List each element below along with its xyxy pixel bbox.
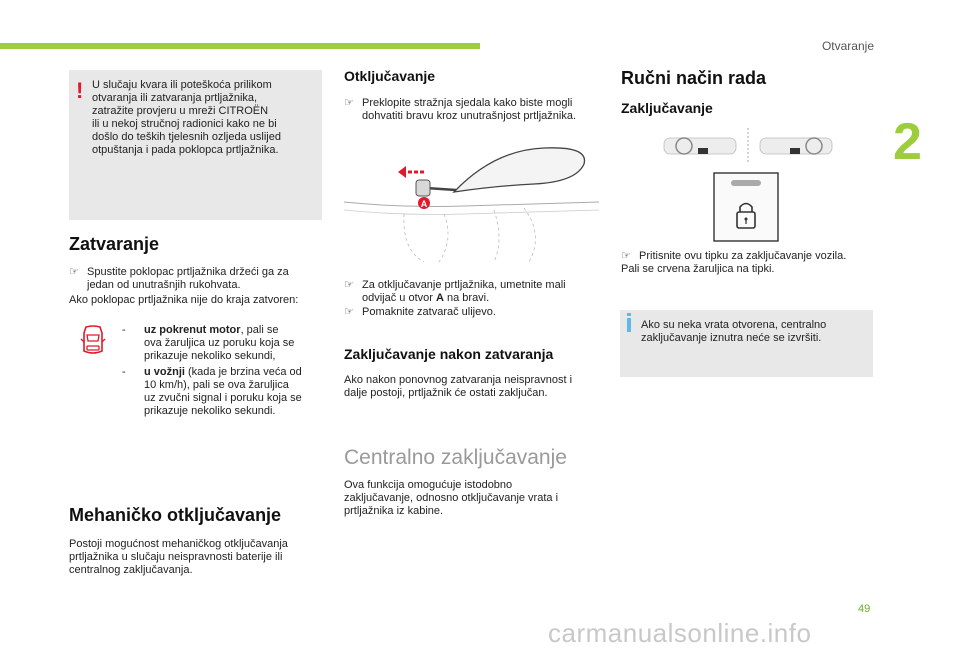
screwdriver-lock-illustration — [344, 140, 599, 265]
rucni-step-1-continued: Pali se crvena žaruljica na tipki. — [621, 263, 775, 275]
otkljucavanje-step-1-text: Preklopite stražnja sjedala kako biste mogli dohvatiti bravu kroz unutrašnjost prtljažnika. — [362, 97, 576, 122]
pointer-bullet-icon: ☞ — [69, 266, 79, 278]
nakon-text: Ako nakon ponovnog zatvaranja neispravnost i dalje postoji, prtljažnik će ostati zaključan. — [344, 374, 573, 399]
pointer-bullet-icon: ☞ — [621, 250, 631, 262]
mehanicko-text: Postoji mogućnost mehaničkog otključavanja prtljažnika u slučaju neispravnosti baterije ili centralnog zaključavanja. — [69, 538, 288, 576]
otkljucavanje-title: Otključavanje — [344, 68, 436, 84]
nakon-title: Zaključavanje nakon zatvaranja — [344, 346, 554, 362]
central-lock-button-illustration — [713, 172, 779, 242]
chapter-title: Otvaranje — [821, 39, 874, 53]
page-number: 49 — [858, 603, 871, 615]
dashboard-steering-illustration — [664, 128, 834, 162]
pointer-bullet-icon: ☞ — [344, 306, 354, 318]
centralno-title: Centralno zaključavanje — [344, 446, 567, 469]
rucni-step-1-text: Pritisnite ovu tipku za zaključavanje vozila. — [639, 250, 847, 262]
centralno-text: Ova funkcija omogućuje istodobno zaključavanje, odnosno otključavanje vrata i prtljažnika iz kabine. — [344, 479, 559, 517]
rucni-subtitle: Zaključavanje — [621, 100, 713, 116]
zatvaranje-note: Ako poklopac prtljažnika nije do kraja zatvoren: — [69, 294, 299, 306]
info-icon — [627, 318, 631, 332]
header-accent-bar — [0, 43, 480, 49]
chapter-number: 2 — [893, 113, 922, 171]
exclamation-warning-icon: ! — [76, 78, 84, 103]
otkljucavanje-step-3-text: Pomaknite zatvarač ulijevo. — [362, 306, 496, 318]
door-open-warning-icon — [80, 325, 106, 357]
figure-label-a: A — [420, 199, 428, 209]
pointer-bullet-icon: ☞ — [344, 97, 354, 109]
warning-text: U slučaju kvara ili poteškoća prilikom otvaranja ili zatvaranja prtljažnika, zatražite provjeru u mreži CITROËN ili u nekoj stručnoj radionici kako ne bi došlo do teških tjelesnih ozljeda uslijed otpuštanja i pada poklopca prtljažnika. — [92, 79, 281, 156]
info-text: Ako su neka vrata otvorena, centralno zaključavanje iznutra neće se izvršiti. — [641, 319, 827, 344]
zatvaranje-step-1-text: Spustite poklopac prtljažnika držeći ga za jedan od unutrašnjih rukohvata. — [87, 266, 289, 291]
zatvaranje-title: Zatvaranje — [69, 234, 160, 254]
mehanicko-title: Mehaničko otključavanje — [69, 505, 282, 525]
rucni-title: Ručni način rada — [621, 68, 767, 88]
watermark-text: carmanualsonline.info — [548, 618, 812, 648]
pointer-bullet-icon: ☞ — [344, 279, 354, 291]
